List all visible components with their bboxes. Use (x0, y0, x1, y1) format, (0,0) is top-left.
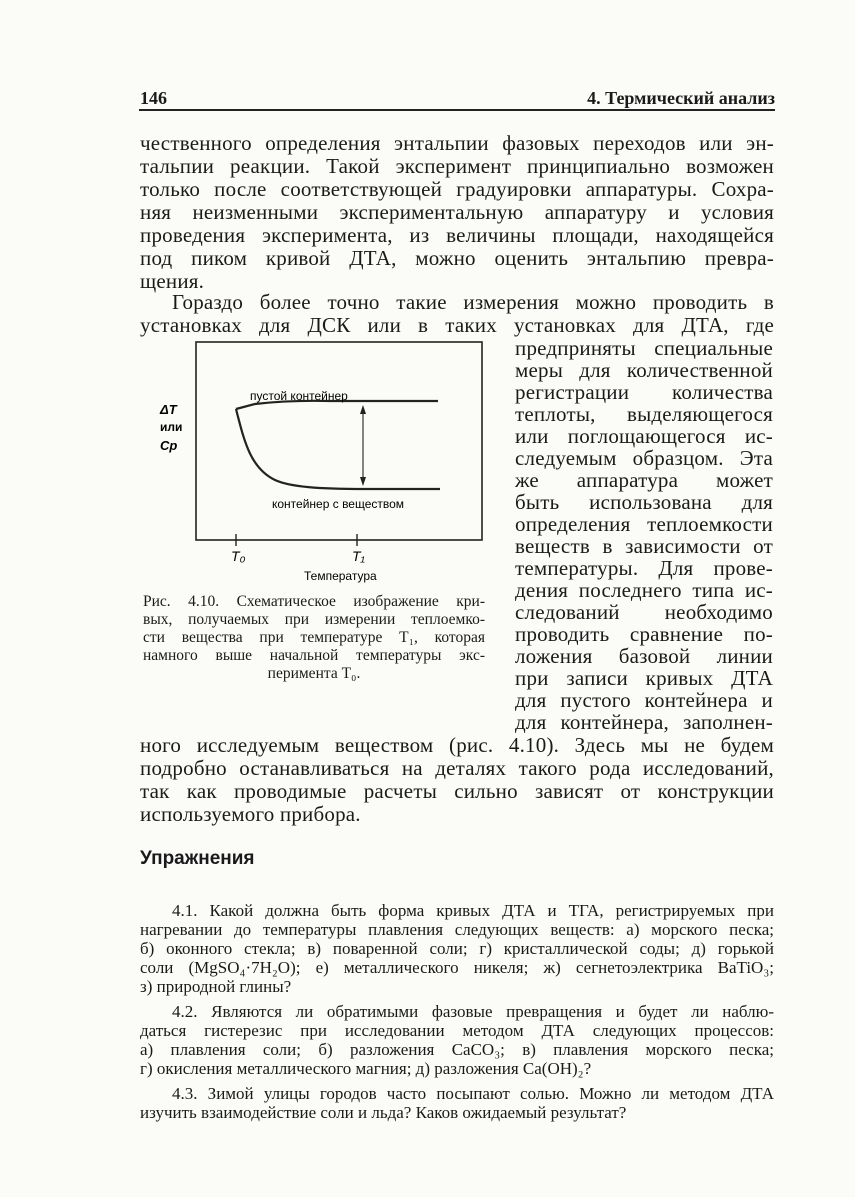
exercise-line: 4.1. Какой должна быть форма кривых ДТА и ТГА, регистрируемых при (172, 901, 774, 920)
text-line: для пустого контейнера и (515, 688, 773, 712)
text-line: ложения базовой линии (515, 644, 773, 668)
text-line: же аппаратура может (515, 468, 773, 492)
xlabel: Температура (304, 569, 377, 583)
text-line: няя неизменными экспериментальную аппаратуру и условия (140, 200, 774, 224)
text-line: при записи кривых ДТА (515, 666, 773, 690)
figure-4-10 (140, 330, 500, 590)
text-line: используемого прибора. (140, 802, 361, 826)
text-line: чественного определения энтальпии фазовых переходов или эн- (140, 131, 774, 155)
page-number: 146 (140, 88, 167, 108)
curve-with-substance (236, 409, 440, 489)
text-line: подробно останавливаться на деталях такого рода исследований, (140, 756, 774, 780)
text-line: следований необходимо (515, 600, 773, 624)
text-line: установках для ДСК или в таких установках для ДТА, где (140, 313, 774, 337)
caption-line: Рис. 4.10. Схематическое изображение кри- (143, 593, 485, 610)
ylabel-line-3: Cp (160, 438, 178, 453)
caption-line: сти вещества при температуре T₁, которая (143, 629, 485, 646)
tick-label-t1: T₁ (352, 548, 365, 564)
text-line: проводить сравнение по- (515, 622, 773, 646)
arrow-head-down (360, 477, 366, 486)
tick-label-t0: T₀ (231, 548, 246, 564)
text-line: или поглощающегося ис- (515, 424, 773, 448)
text-line: определения теплоемкости (515, 512, 773, 536)
arrow-head-up (360, 405, 366, 414)
section-title: Упражнения (140, 848, 255, 869)
exercise-line: 4.2. Являются ли обратимыми фазовые превращения и будет ли наблю- (172, 1002, 774, 1021)
text-line: для контейнера, заполнен- (515, 710, 773, 734)
exercise-line: нагревании до температуры плавления следующих веществ: а) морского песка; (140, 920, 774, 939)
caption-line: перимента T₀. (267, 665, 361, 682)
ylabel-line-1: ΔT (160, 402, 177, 417)
text-line: под пиком кривой ДТА, можно оценить энтальпию превра- (140, 246, 774, 270)
text-line: щения. (140, 269, 205, 293)
exercise-line: г) окисления металлического магния; д) разложения Ca(OH)₂? (140, 1059, 592, 1078)
ylabel-line-2: или (160, 420, 183, 434)
text-line: предприняты специальные (515, 336, 773, 360)
text-line: Гораздо более точно такие измерения можно проводить в (172, 290, 774, 314)
caption-line: намного выше начальной температуры экс- (143, 647, 485, 664)
text-line: теплоты, выделяющегося (515, 402, 773, 426)
label-container-with-substance: контейнер с веществом (272, 497, 405, 511)
text-line: проведения эксперимента, из величины площади, находящейся (140, 223, 774, 247)
exercise-line: з) природной глины? (140, 977, 292, 996)
text-line: дения последнего типа ис- (515, 578, 773, 602)
text-line: так как проводимые расчеты сильно зависят от конструкции (140, 779, 774, 803)
text-line: следуемым образцом. Эта (515, 446, 773, 470)
label-empty-container: пустой контейнер (250, 389, 348, 403)
text-line: только после соответствующей градуировки аппаратуры. Сохра- (140, 177, 774, 201)
exercise-line: 4.3. Зимой улицы городов часто посыпают солью. Можно ли методом ДТА (172, 1084, 774, 1103)
text-line: веществ в зависимости от (515, 534, 773, 558)
running-title: 4. Термический анализ (587, 88, 775, 108)
text-line: меры для количественной (515, 358, 773, 382)
header-rule (139, 109, 775, 111)
text-line: регистрации количества (515, 380, 773, 404)
exercise-line: б) оконного стекла; в) поваренной соли; г) кристаллической соды; д) горькой (140, 939, 774, 958)
text-line: температуры. Для прове- (515, 556, 773, 580)
exercise-line: даться гистерезис при исследовании методом ДТА следующих процессов: (140, 1021, 774, 1040)
exercise-line: соли (MgSO₄·7H₂O); е) металлического никеля; ж) сегнетоэлектрика BaTiO₃; (140, 958, 774, 977)
text-line: быть использована для (515, 490, 773, 514)
text-line: тальпии реакции. Такой эксперимент принципиально возможен (140, 154, 774, 178)
caption-line: вых, получаемых при измерении теплоемко- (143, 611, 485, 628)
exercise-line: а) плавления соли; б) разложения CaCO₃; в) плавления морского песка; (140, 1040, 774, 1059)
exercise-line: изучить взаимодействие соли и льда? Каков ожидаемый результат? (140, 1103, 627, 1122)
text-line: ного исследуемым веществом (рис. 4.10). Здесь мы не будем (140, 733, 774, 757)
